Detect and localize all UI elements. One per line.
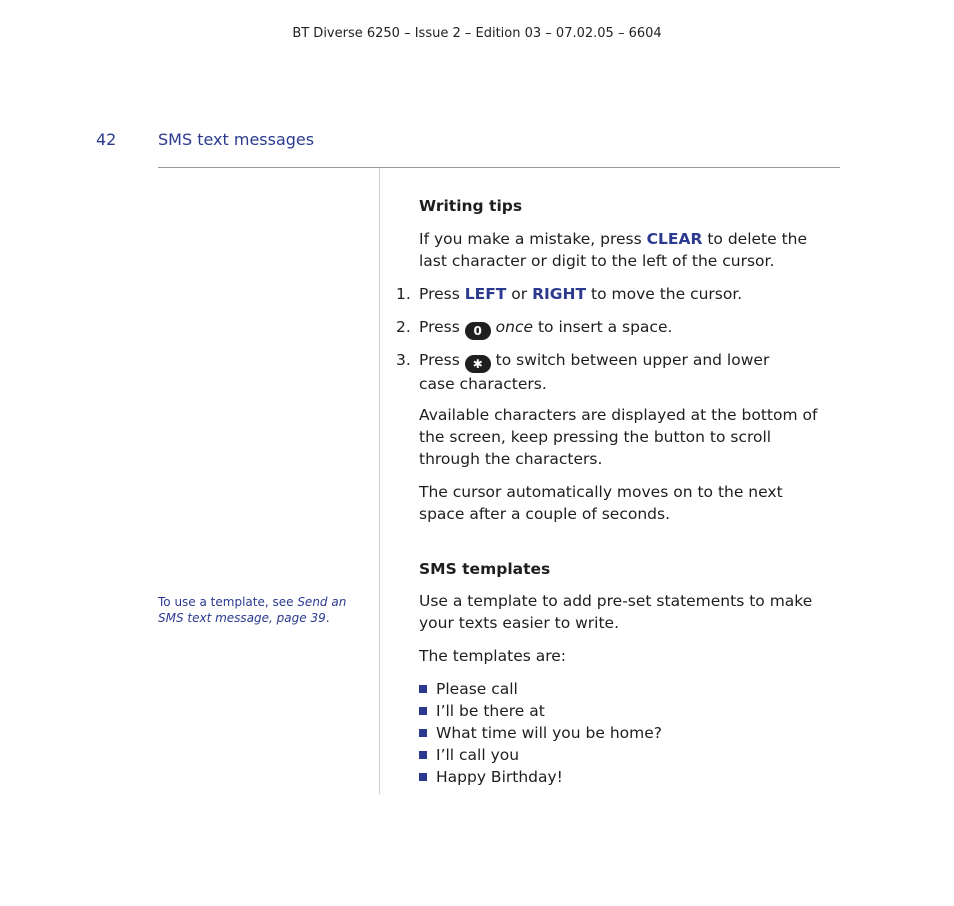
intro-text-end: to delete the last character or digit to the left of the cursor.	[419, 230, 808, 270]
characters-paragraph: Available characters are displayed at the bottom of the screen, keep pressing the button to scroll through the characters.	[419, 406, 818, 468]
sidenote-reference-link[interactable]: Send an SMS text message, page 39	[158, 595, 347, 625]
sidenote-text: To use a template, see	[158, 595, 298, 609]
step-text: Press	[419, 351, 465, 369]
template-sidenote	[158, 594, 358, 626]
bullet-square-icon	[419, 773, 427, 781]
left-key-label: LEFT	[464, 285, 507, 303]
cursor-paragraph: The cursor automatically moves on to the next space after a couple of seconds.	[419, 483, 783, 523]
page-number: 42	[96, 130, 117, 149]
star-key-icon: ✱	[465, 355, 491, 373]
step-text: Press	[419, 318, 465, 336]
list-item	[419, 766, 662, 788]
header-divider	[158, 167, 840, 168]
list-item	[419, 678, 662, 700]
templates-intro: Use a template to add pre-set statements to make your texts easier to write.	[419, 592, 813, 632]
template-list	[419, 678, 662, 788]
document-header: BT Diverse 6250 – Issue 2 – Edition 03 – 07.02.05 – 6604	[292, 26, 662, 41]
step-1	[419, 283, 839, 305]
clear-key-label: CLEAR	[646, 230, 703, 248]
column-divider	[379, 168, 380, 794]
right-key-label: RIGHT	[532, 285, 587, 303]
step-text: to move the cursor.	[586, 285, 743, 303]
templates-lead: The templates are:	[419, 647, 567, 665]
section-title: SMS text messages	[158, 130, 315, 149]
zero-key-icon: 0	[465, 322, 491, 340]
step-text: or	[506, 285, 533, 303]
bullet-square-icon	[419, 707, 427, 715]
step-number: 2.	[396, 318, 411, 336]
step-text: to insert a space.	[533, 318, 673, 336]
step-text: Press	[419, 285, 465, 303]
list-item	[419, 744, 662, 766]
step-3	[419, 349, 809, 395]
template-text: What time will you be home?	[436, 724, 662, 742]
step-number: 3.	[396, 351, 411, 369]
step-number: 1.	[396, 285, 411, 303]
writing-tips-intro	[419, 228, 839, 272]
intro-text: If you make a mistake, press	[419, 230, 647, 248]
template-text: Please call	[436, 680, 518, 698]
step-emphasis: once	[495, 318, 534, 336]
bullet-square-icon	[419, 685, 427, 693]
template-text: I’ll be there at	[436, 702, 545, 720]
bullet-square-icon	[419, 751, 427, 759]
writing-tips-heading: Writing tips	[419, 197, 523, 215]
list-item	[419, 722, 662, 744]
sms-templates-heading: SMS templates	[419, 560, 551, 578]
sidenote-text-end: .	[325, 611, 330, 625]
list-item	[419, 700, 662, 722]
template-text: Happy Birthday!	[436, 768, 563, 786]
bullet-square-icon	[419, 729, 427, 737]
template-text: I’ll call you	[436, 746, 520, 764]
step-2	[419, 316, 839, 340]
step-text: to switch between upper and lower case characters.	[419, 351, 770, 393]
